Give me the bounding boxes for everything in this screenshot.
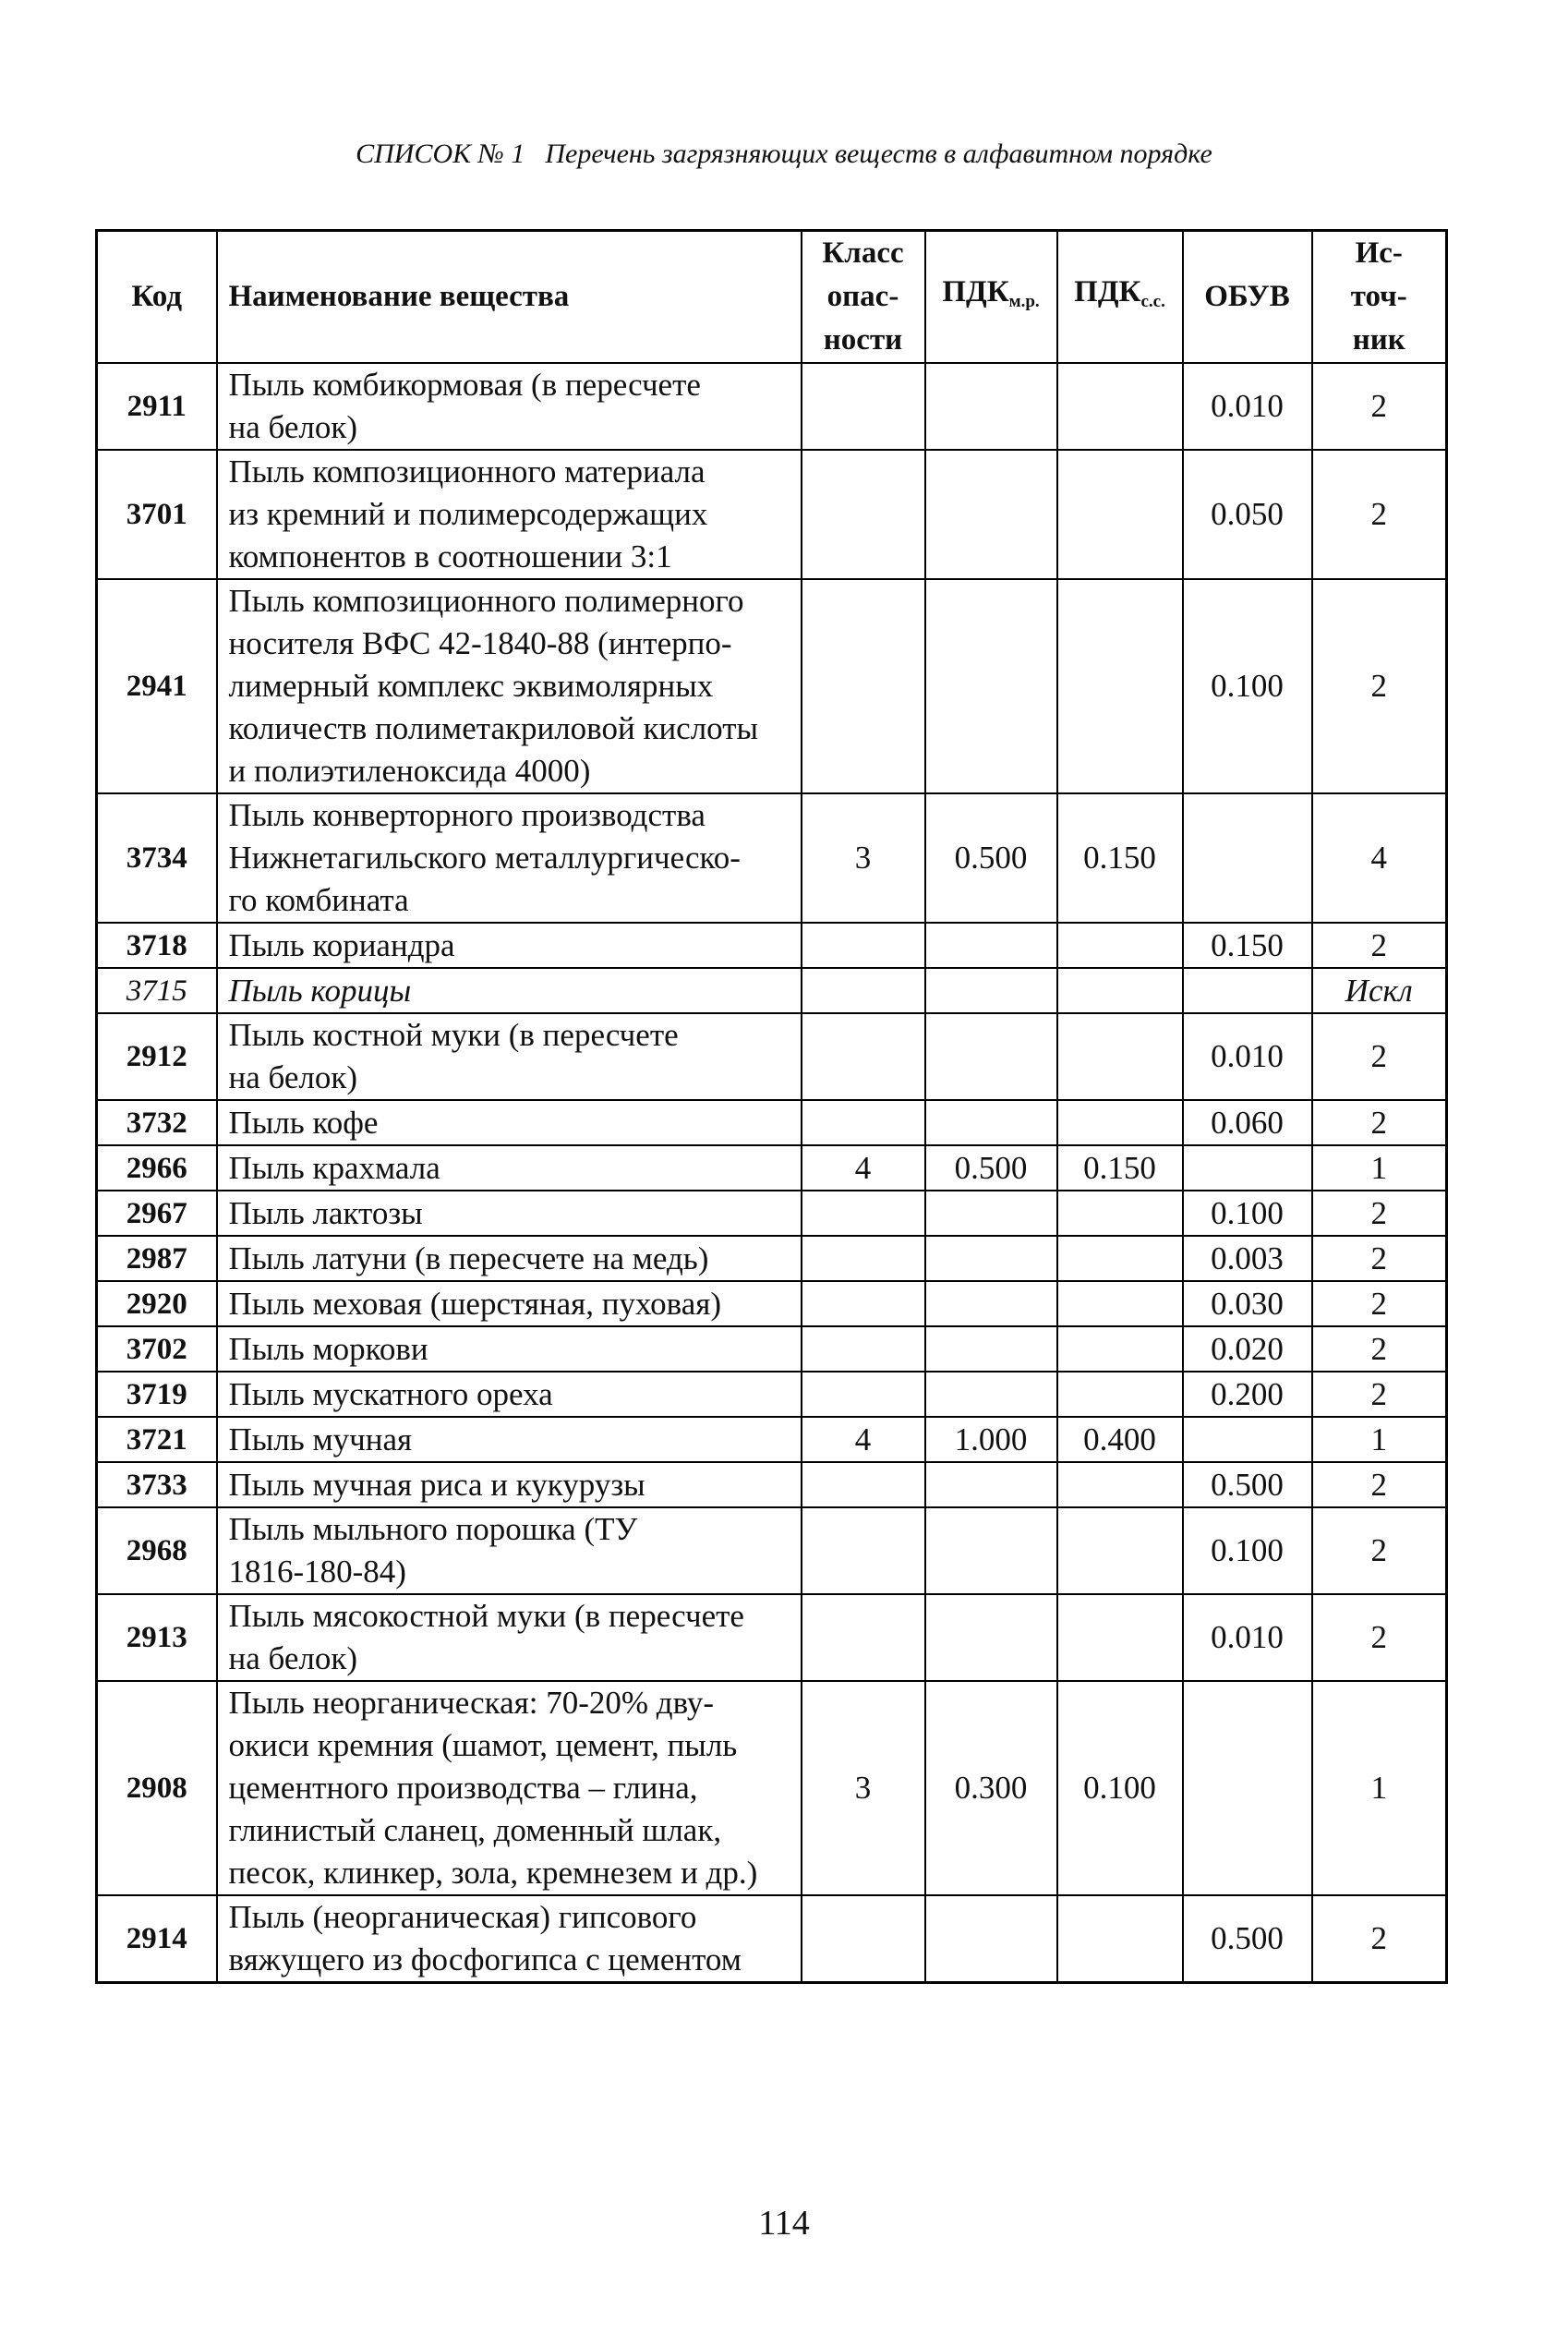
page-header (0, 139, 1568, 170)
cell-pdk-mr: 0.300 (925, 1681, 1057, 1895)
cell-class (802, 923, 925, 968)
table-row (97, 450, 1447, 579)
name-line: Пыль мыльного порошка (ТУ (228, 1511, 638, 1547)
cell-pdk-ss (1057, 1281, 1183, 1326)
cell-obuv (1183, 793, 1312, 923)
name-line: Пыль меховая (шерстяная, пуховая) (228, 1285, 722, 1322)
table-row (97, 1462, 1447, 1507)
name-line: вяжущего из фосфогипса с цементом (228, 1941, 742, 1977)
cell-pdk-mr (925, 363, 1057, 450)
table-row (97, 363, 1447, 450)
cell-pdk-mr (925, 1191, 1057, 1236)
cell-code: 3718 (97, 923, 217, 968)
cell-name (217, 968, 802, 1013)
cell-obuv: 0.010 (1183, 1594, 1312, 1681)
cell-pdk-ss (1057, 1372, 1183, 1417)
cell-name (217, 1507, 802, 1594)
name-line: цементного производства – глина, (228, 1770, 698, 1806)
cell-obuv: 0.100 (1183, 579, 1312, 793)
cell-source: 2 (1312, 1895, 1447, 1983)
cell-pdk-mr (925, 1281, 1057, 1326)
cell-code: 2911 (97, 363, 217, 450)
cell-pdk-ss (1057, 1462, 1183, 1507)
table-row (97, 923, 1447, 968)
cell-pdk-ss: 0.150 (1057, 1145, 1183, 1191)
table-row (97, 793, 1447, 923)
cell-name (217, 1013, 802, 1100)
cell-code: 3734 (97, 793, 217, 923)
cell-code: 2920 (97, 1281, 217, 1326)
cell-class: 3 (802, 793, 925, 923)
cell-code: 2968 (97, 1507, 217, 1594)
cell-pdk-ss (1057, 450, 1183, 579)
cell-pdk-ss (1057, 1100, 1183, 1145)
cell-name (217, 1681, 802, 1895)
cell-code: 2914 (97, 1895, 217, 1983)
cell-pdk-mr (925, 1462, 1057, 1507)
cell-class (802, 1326, 925, 1372)
name-line: Пыль корицы (228, 972, 412, 1009)
cell-name (217, 793, 802, 923)
table-row (97, 1507, 1447, 1594)
cell-source: 2 (1312, 1236, 1447, 1281)
cell-obuv (1183, 1681, 1312, 1895)
cell-source: 1 (1312, 1145, 1447, 1191)
cell-obuv (1183, 1145, 1312, 1191)
cell-class (802, 1281, 925, 1326)
page-number: 114 (758, 2204, 810, 2243)
cell-code: 3719 (97, 1372, 217, 1417)
cell-pdk-ss (1057, 363, 1183, 450)
name-line: окиси кремния (шамот, цемент, пыль (228, 1727, 738, 1763)
cell-name (217, 1100, 802, 1145)
cell-class (802, 1372, 925, 1417)
cell-obuv: 0.003 (1183, 1236, 1312, 1281)
cell-source: 2 (1312, 363, 1447, 450)
cell-code: 3701 (97, 450, 217, 579)
table-row (97, 579, 1447, 793)
list-title: Перечень загрязняющих веществ в алфавитном порядке (545, 139, 1212, 169)
cell-class: 3 (802, 1681, 925, 1895)
cell-pdk-ss (1057, 1507, 1183, 1594)
cell-source: 2 (1312, 1100, 1447, 1145)
cell-pdk-mr (925, 1594, 1057, 1681)
cell-obuv: 0.500 (1183, 1462, 1312, 1507)
name-line: лимерный комплекс эквимолярных (228, 668, 714, 704)
cell-pdk-mr (925, 579, 1057, 793)
name-line: компонентов в соотношении 3:1 (228, 538, 672, 574)
cell-class (802, 450, 925, 579)
cell-obuv (1183, 968, 1312, 1013)
cell-name (217, 1326, 802, 1372)
cell-obuv (1183, 1417, 1312, 1462)
name-line: Пыль крахмала (228, 1149, 440, 1186)
cell-obuv: 0.500 (1183, 1895, 1312, 1983)
cell-name (217, 1462, 802, 1507)
cell-code: 3715 (97, 968, 217, 1013)
cell-obuv: 0.010 (1183, 1013, 1312, 1100)
cell-code: 2966 (97, 1145, 217, 1191)
cell-obuv: 0.050 (1183, 450, 1312, 579)
cell-source: 1 (1312, 1681, 1447, 1895)
table-body (97, 363, 1447, 1983)
cell-pdk-mr (925, 1895, 1057, 1983)
cell-source: 2 (1312, 1594, 1447, 1681)
table-row (97, 1145, 1447, 1191)
table-row (97, 1013, 1447, 1100)
col-header-name: Наименование вещества (217, 231, 802, 364)
cell-class: 4 (802, 1145, 925, 1191)
cell-pdk-mr (925, 450, 1057, 579)
cell-obuv: 0.060 (1183, 1100, 1312, 1145)
cell-pdk-mr (925, 1507, 1057, 1594)
cell-code: 3721 (97, 1417, 217, 1462)
cell-pdk-mr (925, 1013, 1057, 1100)
cell-pdk-ss (1057, 1895, 1183, 1983)
cell-pdk-mr (925, 1236, 1057, 1281)
table-row (97, 1895, 1447, 1983)
cell-name (217, 1145, 802, 1191)
table-row (97, 1326, 1447, 1372)
name-line: Пыль кориандра (228, 926, 455, 963)
cell-name (217, 1895, 802, 1983)
cell-source: 2 (1312, 579, 1447, 793)
cell-obuv: 0.200 (1183, 1372, 1312, 1417)
cell-code: 2912 (97, 1013, 217, 1100)
cell-pdk-ss (1057, 923, 1183, 968)
cell-source: 2 (1312, 1281, 1447, 1326)
cell-name (217, 1372, 802, 1417)
table-row (97, 1191, 1447, 1236)
cell-code: 2913 (97, 1594, 217, 1681)
cell-source: 1 (1312, 1417, 1447, 1462)
cell-source: 2 (1312, 1507, 1447, 1594)
cell-pdk-mr (925, 923, 1057, 968)
cell-code: 2908 (97, 1681, 217, 1895)
cell-code: 2987 (97, 1236, 217, 1281)
name-line: Пыль конверторного производства (228, 797, 706, 833)
name-line: Пыль лактозы (228, 1194, 423, 1231)
name-line: 1816-180-84) (228, 1554, 406, 1590)
cell-source: 2 (1312, 1191, 1447, 1236)
cell-pdk-ss (1057, 1236, 1183, 1281)
name-line: Пыль неорганическая: 70-20% дву- (228, 1685, 715, 1721)
name-line: Пыль кофе (228, 1104, 379, 1141)
table-row (97, 1281, 1447, 1326)
name-line: на белок) (228, 409, 358, 445)
name-line: Пыль латуни (в пересчете на медь) (228, 1240, 709, 1276)
cell-class: 4 (802, 1417, 925, 1462)
cell-source: 2 (1312, 450, 1447, 579)
name-line: на белок) (228, 1640, 358, 1676)
cell-name (217, 1417, 802, 1462)
cell-class (802, 363, 925, 450)
cell-class (802, 1594, 925, 1681)
name-line: Пыль мучная (228, 1421, 413, 1457)
cell-pdk-ss: 0.100 (1057, 1681, 1183, 1895)
cell-pdk-ss: 0.150 (1057, 793, 1183, 923)
cell-obuv: 0.030 (1183, 1281, 1312, 1326)
name-line: Пыль мясокостной муки (в пересчете (228, 1598, 744, 1634)
cell-class (802, 1895, 925, 1983)
name-line: из кремний и полимерсодержащих (228, 496, 708, 532)
table-header-row (97, 231, 1447, 364)
cell-class (802, 1462, 925, 1507)
cell-pdk-ss: 0.400 (1057, 1417, 1183, 1462)
col-header-pdk-mr: $ПДК_{м.р.}$ (925, 231, 1057, 364)
table-row (97, 1372, 1447, 1417)
cell-name (217, 1281, 802, 1326)
name-line: Пыль мучная риса и кукурузы (228, 1466, 645, 1503)
cell-code: 3733 (97, 1462, 217, 1507)
col-header-source: Ис- точ- ник (1312, 231, 1447, 364)
cell-pdk-mr (925, 968, 1057, 1013)
cell-source: 2 (1312, 1372, 1447, 1417)
name-line: Пыль комбикормовая (в пересчете (228, 367, 701, 403)
cell-pdk-ss (1057, 579, 1183, 793)
cell-source: 2 (1312, 923, 1447, 968)
cell-pdk-ss (1057, 1594, 1183, 1681)
col-header-code: Код (97, 231, 217, 364)
cell-class (802, 579, 925, 793)
cell-pdk-ss (1057, 1013, 1183, 1100)
cell-source: 4 (1312, 793, 1447, 923)
col-header-pdk-ss: $ПДК_{с.с.}$ (1057, 231, 1183, 364)
cell-class (802, 1191, 925, 1236)
cell-name (217, 1191, 802, 1236)
cell-pdk-mr (925, 1326, 1057, 1372)
name-line: песок, клинкер, зола, кремнезем и др.) (228, 1855, 758, 1891)
name-line: и полиэтиленоксида 4000) (228, 753, 591, 789)
table-row (97, 1236, 1447, 1281)
cell-name (217, 923, 802, 968)
name-line: Пыль моркови (228, 1330, 428, 1367)
cell-pdk-mr: 0.500 (925, 1145, 1057, 1191)
cell-obuv: 0.020 (1183, 1326, 1312, 1372)
name-line: глинистый сланец, доменный шлак, (228, 1812, 722, 1848)
cell-code: 3702 (97, 1326, 217, 1372)
cell-pdk-mr: 0.500 (925, 793, 1057, 923)
cell-name (217, 579, 802, 793)
cell-code: 2941 (97, 579, 217, 793)
table-row (97, 1594, 1447, 1681)
cell-obuv: 0.100 (1183, 1507, 1312, 1594)
name-line: Нижнетагильского металлургическо- (228, 840, 741, 876)
cell-code: 2967 (97, 1191, 217, 1236)
name-line: Пыль композиционного материала (228, 453, 706, 490)
substances-table (95, 229, 1448, 1984)
cell-pdk-mr (925, 1100, 1057, 1145)
cell-name (217, 450, 802, 579)
cell-pdk-ss (1057, 1191, 1183, 1236)
name-line: го комбината (228, 882, 409, 918)
cell-class (802, 1013, 925, 1100)
cell-name (217, 1236, 802, 1281)
cell-obuv: 0.010 (1183, 363, 1312, 450)
cell-source: 2 (1312, 1326, 1447, 1372)
cell-name (217, 1594, 802, 1681)
cell-pdk-ss (1057, 968, 1183, 1013)
cell-class (802, 1100, 925, 1145)
col-header-obuv: ОБУВ (1183, 231, 1312, 364)
cell-source: Искл (1312, 968, 1447, 1013)
name-line: Пыль композиционного полимерного (228, 583, 744, 619)
name-line: Пыль костной муки (в пересчете (228, 1017, 679, 1053)
cell-class (802, 1236, 925, 1281)
name-line: Пыль мускатного ореха (228, 1375, 553, 1412)
cell-obuv: 0.100 (1183, 1191, 1312, 1236)
name-line: носителя ВФС 42-1840-88 (интерпо- (228, 625, 732, 661)
cell-pdk-mr: 1.000 (925, 1417, 1057, 1462)
table-row (97, 1417, 1447, 1462)
name-line: количеств полиметакриловой кислоты (228, 710, 759, 746)
list-label: СПИСОК № 1 (356, 139, 525, 169)
name-line: Пыль (неорганическая) гипсового (228, 1899, 697, 1935)
cell-class (802, 1507, 925, 1594)
col-header-class: Класс опас- ности (802, 231, 925, 364)
cell-name (217, 363, 802, 450)
cell-source: 2 (1312, 1462, 1447, 1507)
cell-pdk-ss (1057, 1326, 1183, 1372)
table-row (97, 968, 1447, 1013)
cell-pdk-mr (925, 1372, 1057, 1417)
name-line: на белок) (228, 1059, 358, 1095)
cell-obuv: 0.150 (1183, 923, 1312, 968)
cell-class (802, 968, 925, 1013)
table-row (97, 1100, 1447, 1145)
cell-source: 2 (1312, 1013, 1447, 1100)
cell-code: 3732 (97, 1100, 217, 1145)
table-row (97, 1681, 1447, 1895)
